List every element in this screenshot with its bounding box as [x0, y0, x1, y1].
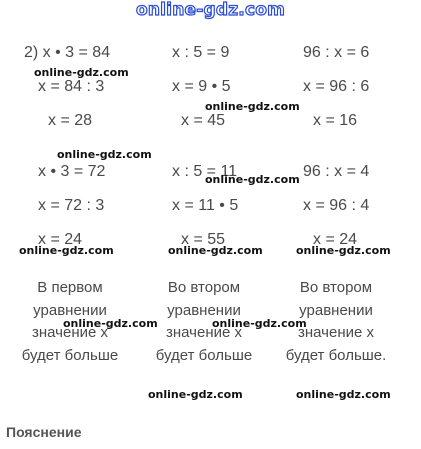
equation-c2-3: x = 45	[181, 112, 226, 129]
equation-c2-5: x = 11 • 5	[172, 197, 239, 214]
equation-c2-1: x : 5 = 9	[172, 44, 230, 61]
watermark-text: online-gdz.com	[205, 173, 300, 186]
equation-c1-2: x = 84 : 3	[38, 78, 105, 95]
equation-c3-1: 96 : x = 6	[303, 44, 370, 61]
equation-c1-5: x = 72 : 3	[38, 197, 105, 214]
note-line: будет больше	[21, 346, 119, 364]
equation-c3-4: 96 : x = 4	[303, 163, 370, 180]
equation-c1-6: x = 24	[38, 231, 83, 248]
note-line: будет больше	[155, 346, 253, 364]
equation-c2-6: x = 55	[181, 231, 226, 248]
watermark-text: online-gdz.com	[205, 100, 300, 113]
watermark-text: online-gdz.com	[19, 244, 114, 257]
note-line: будет больше.	[285, 346, 387, 364]
watermark-text: online-gdz.com	[212, 317, 307, 330]
note-line: уравнении	[299, 301, 373, 319]
footer-explanation: Пояснение	[6, 424, 82, 440]
watermark-text: online-gdz.com	[296, 244, 391, 257]
note-line: Во втором	[167, 279, 241, 296]
equation-c1-1: 2) x • 3 = 84	[24, 44, 111, 61]
note-line: значение x	[165, 324, 242, 341]
note-line: Во втором	[299, 279, 373, 296]
note-line: В первом	[37, 279, 103, 296]
watermark-text: online-gdz.com	[148, 388, 243, 401]
watermark-text: online-gdz.com	[168, 244, 263, 257]
watermark-top: online-gdz.com	[135, 0, 286, 20]
equation-c3-3: x = 16	[313, 112, 358, 129]
equation-c3-6: x = 24	[313, 231, 358, 248]
note-line: уравнении	[167, 301, 241, 319]
watermark-text: online-gdz.com	[63, 317, 158, 330]
equation-c2-4: x : 5 = 11	[172, 163, 238, 180]
watermark-text: online-gdz.com	[34, 66, 129, 79]
note-line: уравнении	[33, 301, 107, 319]
note-line: значение x	[31, 324, 108, 341]
equation-c3-2: x = 96 : 6	[303, 78, 370, 95]
watermark-text: online-gdz.com	[57, 148, 152, 161]
equation-c1-3: x = 28	[48, 112, 93, 129]
note-line: значение x	[297, 324, 374, 341]
equation-c3-5: x = 96 : 4	[303, 197, 370, 214]
watermark-text: online-gdz.com	[296, 388, 391, 401]
equation-c2-2: x = 9 • 5	[172, 78, 231, 95]
equation-c1-4: x • 3 = 72	[38, 163, 106, 180]
